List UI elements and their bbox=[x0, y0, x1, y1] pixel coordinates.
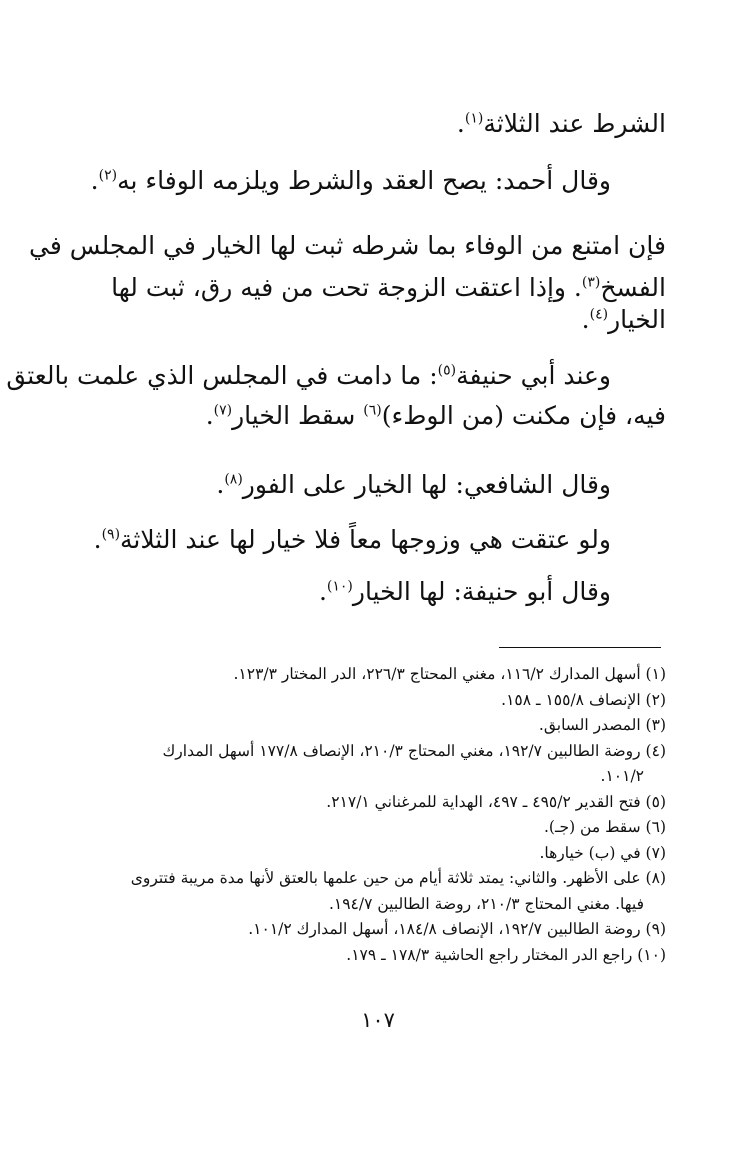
paragraph-3-end: . bbox=[581, 305, 590, 334]
paragraph-4-end: . bbox=[205, 401, 214, 430]
paragraph-3-line-3 bbox=[90, 296, 666, 344]
paragraph-7-text: وقال أبو حنيفة: لها الخيار bbox=[352, 577, 611, 606]
footnote-ref-2[interactable]: (٢) bbox=[98, 167, 118, 184]
footnote-ref-7[interactable]: (٧) bbox=[213, 402, 233, 419]
footnote-ref-1[interactable]: (١) bbox=[464, 110, 484, 127]
footnote-ref-8[interactable]: (٨) bbox=[224, 471, 243, 488]
footnote-6: (٦) سقط من (جـ). bbox=[543, 818, 666, 836]
paragraph-4-line-1b: : ما دامت في المجلس الذي علمت بالعتق bbox=[6, 361, 438, 390]
footnote-8: (٨) على الأظهر. والثاني: يمتد ثلاثة أيام من حين علمها بالعتق لأنها مدة مريبة فتتروى bbox=[130, 869, 666, 887]
footnote-ref-9[interactable]: (٩) bbox=[101, 526, 121, 543]
paragraph-6-text: ولو عتقت هي وزوجها معاً فلا خيار لها عند الثلاثة bbox=[120, 525, 611, 554]
footnote-9: (٩) روضة الطالبين ١٩٢/٧، الإنصاف ١٨٤/٨، أسهل المدارك ١٠١/٢. bbox=[248, 920, 666, 938]
paragraph-2 bbox=[35, 157, 611, 205]
footnote-ref-4[interactable]: (٤) bbox=[589, 306, 609, 323]
paragraph-6-end: . bbox=[93, 525, 102, 554]
paragraph-2-text: وقال أحمد: يصح العقد والشرط ويلزمه الوفاء به bbox=[117, 166, 611, 195]
paragraph-1-end: . bbox=[456, 109, 465, 138]
paragraph-6 bbox=[35, 516, 611, 564]
page-number: ١٠٧ bbox=[361, 1008, 395, 1032]
footnote-10: (١٠) راجع الدر المختار راجع الحاشية ١٧٨/٣ ـ ١٧٩. bbox=[346, 945, 666, 964]
paragraph-3-line-2b: . وإذا اعتقت الزوجة تحت من فيه رق، ثبت لها bbox=[111, 273, 582, 302]
footnote-ref-5[interactable]: (٥) bbox=[437, 362, 457, 379]
paragraph-5-end: . bbox=[216, 470, 225, 499]
footnote-2: (٢) الإنصاف ١٥٥/٨ ـ ١٥٨. bbox=[501, 690, 666, 709]
paragraph-5-text: وقال الشافعي: لها الخيار على الفور bbox=[242, 470, 611, 499]
footnotes-section bbox=[90, 662, 666, 968]
paragraph-4-line-1a: وعند أبي حنيفة bbox=[456, 361, 611, 390]
paragraph-4-line-2b: سقط الخيار bbox=[232, 401, 364, 430]
footnote-3: (٣) المصدر السابق. bbox=[538, 716, 666, 734]
footnote-ref-10[interactable]: (١٠) bbox=[326, 578, 353, 595]
paragraph-3-line-1-text: فإن امتنع من الوفاء بما شرطه ثبت لها الخيار في المجلس في bbox=[29, 231, 666, 260]
footnote-4: (٤) روضة الطالبين ١٩٢/٧، مغني المحتاج ٢١٠/٣، الإنصاف ١٧٧/٨ أسهل المدارك bbox=[162, 741, 666, 760]
paragraph-1-text: الشرط عند الثلاثة bbox=[483, 109, 666, 138]
paragraph-7 bbox=[35, 568, 611, 616]
footnote-separator bbox=[499, 647, 661, 648]
paragraph-4-line-2a: فيه، فإن مكنت (من الوطء) bbox=[381, 401, 666, 430]
paragraph-2-end: . bbox=[90, 166, 99, 195]
footnote-5: (٥) فتح القدير ٤٩٥/٢ ـ ٤٩٧، الهداية للمرغناني ٢١٧/١. bbox=[326, 792, 666, 811]
paragraph-1 bbox=[90, 100, 666, 148]
footnote-ref-6[interactable]: (٦) bbox=[363, 402, 382, 419]
paragraph-4-line-2 bbox=[90, 392, 666, 440]
paragraph-7-end: . bbox=[318, 577, 327, 606]
footnote-7: (٧) في (ب) خيارها. bbox=[539, 843, 666, 862]
footnote-8-continued: فيها. مغني المحتاج ٢١٠/٣، روضة الطالبين ١٩٤/٧. bbox=[328, 894, 644, 913]
paragraph-5 bbox=[35, 461, 611, 509]
footnote-ref-3[interactable]: (٣) bbox=[581, 274, 601, 291]
paragraph-3-line-2a: الفسخ bbox=[600, 273, 666, 302]
footnote-4-continued: ١٠١/٢. bbox=[600, 767, 644, 785]
paragraph-3-line-1 bbox=[29, 222, 666, 270]
footnote-1: (١) أسهل المدارك ١١٦/٢، مغني المحتاج ٢٢٦/٣، الدر المختار ١٢٣/٣. bbox=[233, 665, 666, 683]
paragraph-3-line-3-text: الخيار bbox=[608, 305, 666, 334]
